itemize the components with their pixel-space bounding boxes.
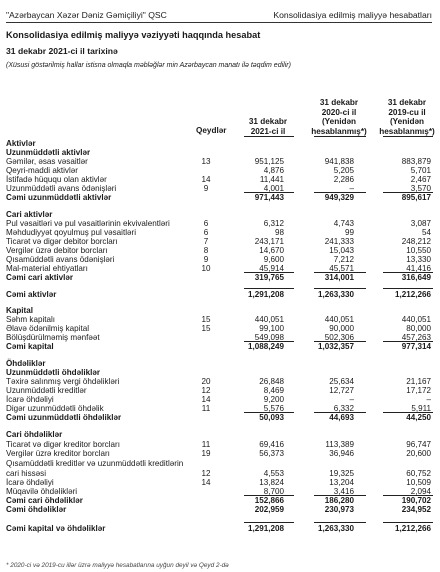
value-2021: 202,959 [254, 505, 284, 514]
value-2019: 80,000 [406, 324, 431, 333]
row-label: Aktivlər [6, 139, 36, 148]
value-2021: 319,765 [254, 273, 284, 282]
value-2020: 5,205 [333, 166, 354, 175]
value-2020: 941,838 [324, 157, 354, 166]
table-row [0, 459, 440, 469]
value-2020: 12,727 [329, 386, 354, 395]
col-header-2019-line3: (Yenidən [389, 117, 425, 126]
value-2019: 190,702 [401, 496, 431, 505]
header-rule-2019 [383, 136, 433, 137]
value-2021: 8,700 [263, 487, 284, 496]
value-2021: 971,443 [254, 193, 284, 202]
value-2020: 230,973 [324, 505, 354, 514]
value-2020: 186,280 [324, 496, 354, 505]
row-note: 6 [203, 228, 209, 237]
value-2019: 883,879 [401, 157, 431, 166]
value-2021: 11,441 [259, 175, 284, 184]
row-note: 7 [203, 237, 209, 246]
row-label: Mal-material ehtiyatları [6, 264, 88, 273]
value-2021: 4,001 [263, 184, 284, 193]
page-header [6, 8, 432, 23]
table-row [0, 449, 440, 459]
row-label: Cəmi uzunmüddətli aktivlər [6, 193, 112, 202]
row-label: Gəmilər, əsas vəsaitlər [6, 157, 88, 166]
value-2019: 457,263 [401, 333, 431, 342]
col-header-2019-line2: 2019-cu il [388, 107, 426, 117]
row-note: 14 [201, 175, 211, 184]
row-label: Cari öhdəliklər [6, 430, 63, 439]
row-label: Uzunmüddətli öhdəliklər [6, 368, 100, 377]
value-2021: 5,576 [263, 404, 284, 413]
value-2021: 9,200 [263, 395, 284, 404]
value-2019: 54 [421, 228, 431, 237]
table-row [0, 193, 440, 203]
value-2020: 502,306 [324, 333, 354, 342]
value-2019: 5,701 [410, 166, 431, 175]
value-2021: 13,824 [259, 478, 284, 487]
row-label: İcarə öhdəliyi [6, 395, 54, 404]
row-label: Ticarət və digər kreditor borcları [6, 440, 120, 449]
value-2020: – [349, 395, 354, 404]
value-2021: 98 [274, 228, 284, 237]
value-2021: 152,866 [254, 496, 284, 505]
value-2020: 113,389 [325, 440, 354, 449]
row-label: Müqavilə öhdəlikləri [6, 487, 78, 496]
value-2020: 4,743 [333, 219, 354, 228]
total-rule [314, 522, 366, 523]
col-header-2020-line2: 2020-ci il [321, 107, 357, 117]
row-label: Cəmi aktivlər [6, 290, 57, 299]
value-2020: 44,693 [329, 413, 354, 422]
value-2020: 2,286 [333, 175, 354, 184]
total-rule [244, 522, 294, 523]
col-header-2021-line1: 31 dekabr [248, 117, 288, 126]
row-note: 15 [201, 315, 211, 324]
row-note: 9 [203, 184, 209, 193]
value-2019: – [426, 395, 431, 404]
total-rule [383, 288, 433, 289]
row-note: 11 [201, 440, 211, 449]
value-2020: – [349, 184, 354, 193]
value-2021: 440,051 [254, 315, 284, 324]
row-label: Cəmi uzunmüddətli öhdəliklər [6, 413, 122, 422]
value-2021: 99,100 [259, 324, 284, 333]
value-2020: 25,634 [329, 377, 354, 386]
value-2019: 20,600 [406, 449, 431, 458]
row-label: Səhm kapitalı [6, 315, 56, 324]
row-note: 14 [201, 478, 211, 487]
value-2021: 4,553 [263, 469, 284, 478]
value-2019: 248,212 [401, 237, 431, 246]
header-rule-2020 [314, 136, 366, 137]
value-2021: 50,093 [259, 413, 284, 422]
value-2020: 1,263,330 [317, 524, 354, 533]
table-row [0, 342, 440, 352]
col-header-2020 [306, 98, 372, 136]
value-2020: 3,416 [333, 487, 354, 496]
value-2021: 951,125 [254, 157, 284, 166]
value-2020: 19,325 [329, 469, 354, 478]
total-rule [383, 522, 433, 523]
col-header-2020-line3: (Yenidən [321, 117, 357, 126]
row-label: Cəmi cari öhdəliklər [6, 496, 83, 505]
row-label: Ticarət və digər debitor borcları [6, 237, 118, 246]
table-row [0, 413, 440, 423]
value-2020: 1,032,357 [317, 342, 354, 351]
row-label: İcarə öhdəliyi [6, 478, 54, 487]
value-2019: 316,649 [401, 273, 431, 282]
row-label: cari hissəsi [6, 469, 47, 478]
value-2019: 3,570 [410, 184, 431, 193]
value-2019: 60,752 [406, 469, 431, 478]
row-label: İstifadə hüququ olan aktivlər [6, 175, 107, 184]
col-header-notes: Qeydlər [196, 126, 227, 135]
table-row [0, 524, 440, 534]
value-2019: 3,087 [410, 219, 431, 228]
value-2019: 2,094 [410, 487, 431, 496]
value-2021: 6,312 [263, 219, 284, 228]
row-note: 13 [201, 157, 211, 166]
row-note: 20 [201, 377, 211, 386]
table-row [0, 273, 440, 283]
value-2019: 895,617 [401, 193, 431, 202]
col-header-2019 [374, 98, 440, 136]
value-2020: 99 [344, 228, 354, 237]
col-header-2019-line1: 31 dekabr [387, 98, 427, 107]
row-note: 6 [203, 219, 209, 228]
value-2019: 17,172 [406, 386, 431, 395]
row-label: Vergilər üzrə debitor borcları [6, 246, 108, 255]
row-note: 11 [201, 404, 211, 413]
row-label: Bölüşdürülməmiş mənfəət [6, 333, 100, 342]
value-2021: 69,416 [259, 440, 284, 449]
value-2020: 1,263,330 [317, 290, 354, 299]
row-label: Təxirə salınmış vergi öhdəlikləri [6, 377, 120, 386]
value-2019: 1,212,266 [394, 524, 431, 533]
value-2019: 5,911 [411, 404, 431, 413]
col-header-2020-line4: hesablanmış*) [311, 126, 367, 136]
footnote: * 2020-ci və 2019-cu illər üzrə maliyyə hesabatlarına uyğun deyil və Qeyd 2-də [6, 562, 229, 569]
value-2019: 10,550 [406, 246, 431, 255]
value-2020: 440,051 [324, 315, 354, 324]
company-name: "Azərbaycan Xəzər Dəniz Gəmiçiliyi" QSC [6, 10, 167, 20]
row-label: Cəmi kapital [6, 342, 54, 351]
value-2019: 10,509 [406, 478, 431, 487]
row-note: 12 [201, 386, 211, 395]
table-row [0, 505, 440, 515]
currency-note: (Xüsusi göstərilmiş hallar istisna olmaqla məbləğlər min Azərbaycan manatı ilə təqdim edilir) [6, 62, 291, 69]
value-2021: 9,600 [263, 255, 284, 264]
row-label: Cəmi öhdəliklər [6, 505, 67, 514]
row-label: Qısamüddətli kreditlər və uzunmüddətli kreditlərin [6, 459, 184, 468]
row-label: Öhdəliklər [6, 359, 46, 368]
row-label: Cəmi kapital və öhdəliklər [6, 524, 106, 533]
row-label: Əlavə ödənilmiş kapital [6, 324, 90, 333]
row-label: Cari aktivlər [6, 210, 53, 219]
row-label: Vergilər üzrə kreditor borcları [6, 449, 110, 458]
row-label: Qısamüddətli avans ödənişləri [6, 255, 115, 264]
row-note: 8 [203, 246, 209, 255]
value-2019: 977,314 [401, 342, 431, 351]
value-2021: 4,876 [263, 166, 284, 175]
value-2020: 241,333 [324, 237, 354, 246]
row-label: Məhdudiyyət qoyulmuş pul vəsaitləri [6, 228, 137, 237]
value-2020: 314,001 [324, 273, 354, 282]
value-2019: 41,416 [406, 264, 431, 273]
value-2021: 56,373 [259, 449, 284, 458]
value-2021: 14,670 [259, 246, 284, 255]
value-2019: 96,747 [406, 440, 431, 449]
value-2021: 243,171 [254, 237, 284, 246]
row-label: Uzunmüddətli kreditlər [6, 386, 87, 395]
value-2019: 2,467 [410, 175, 431, 184]
value-2020: 7,212 [333, 255, 354, 264]
value-2019: 21,167 [406, 377, 431, 386]
row-note: 9 [203, 255, 209, 264]
col-header-2019-line4: hesablanmış*) [379, 126, 435, 136]
value-2021: 1,088,249 [247, 342, 284, 351]
row-label: Pul vəsaitləri və pul vəsaitlərinin ekvivalentləri [6, 219, 170, 228]
row-label: Qeyri-maddi aktivlər [6, 166, 78, 175]
section-name: Konsolidasiya edilmiş maliyyə hesabatları [273, 10, 432, 20]
statement-title: Konsolidasiya edilmiş maliyyə vəziyyəti haqqında hesabat [6, 30, 261, 40]
total-rule [244, 288, 294, 289]
value-2021: 8,469 [263, 386, 284, 395]
value-2019: 440,051 [401, 315, 431, 324]
row-label: Kapital [6, 306, 33, 315]
row-note: 15 [201, 324, 211, 333]
statement-date: 31 dekabr 2021-ci il tarixinə [6, 46, 118, 56]
value-2021: 1,291,208 [247, 524, 284, 533]
col-header-2021-line2: 2021-ci il [250, 126, 286, 136]
value-2021: 549,098 [254, 333, 284, 342]
table-row [0, 290, 440, 300]
row-note: 19 [201, 449, 211, 458]
row-note: 10 [201, 264, 211, 273]
col-header-2021 [238, 117, 298, 136]
row-label: Digər uzunmüddətli öhdəlik [6, 404, 104, 413]
value-2019: 13,330 [406, 255, 431, 264]
row-label: Uzunmüddətli aktivlər [6, 148, 91, 157]
value-2020: 36,946 [329, 449, 354, 458]
value-2020: 15,043 [329, 246, 354, 255]
col-header-2020-line1: 31 dekabr [319, 98, 359, 107]
value-2021: 26,848 [259, 377, 284, 386]
value-2020: 13,204 [329, 478, 354, 487]
header-rule-2021 [244, 136, 294, 137]
row-note: 12 [201, 469, 211, 478]
row-note: 14 [201, 395, 211, 404]
value-2020: 6,332 [333, 404, 354, 413]
value-2021: 45,914 [259, 264, 284, 273]
row-label: Uzunmüddətli avans ödənişləri [6, 184, 117, 193]
value-2019: 1,212,266 [394, 290, 431, 299]
row-label: Cəmi cari aktivlər [6, 273, 74, 282]
value-2020: 45,571 [329, 264, 354, 273]
value-2020: 949,329 [324, 193, 354, 202]
value-2021: 1,291,208 [247, 290, 284, 299]
value-2019: 44,250 [406, 413, 431, 422]
value-2019: 234,952 [401, 505, 431, 514]
total-rule [314, 288, 366, 289]
table-row [0, 430, 440, 440]
value-2020: 90,000 [329, 324, 354, 333]
